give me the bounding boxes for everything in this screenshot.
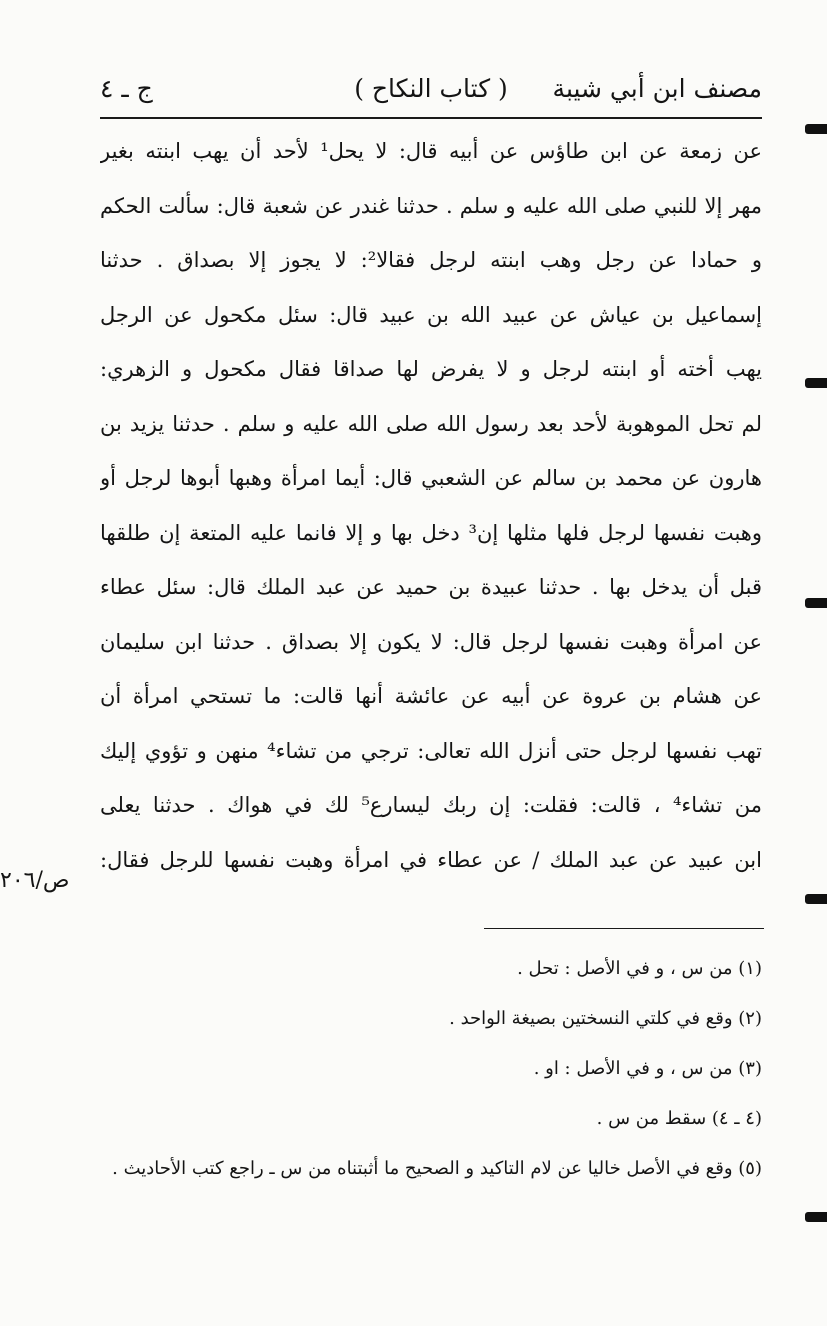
scan-edge-mark: [805, 598, 827, 608]
footnote-rule: [484, 928, 764, 929]
scan-edge-mark: [805, 1212, 827, 1222]
footnote: (٢) وقع في كلتي النسختين بصيغة الواحد .: [449, 1008, 762, 1029]
footnote: (٥) وقع في الأصل خاليا عن لام التاكيد و الصحيح ما أثبتناه من س ـ راجع كتب الأحاديث .: [112, 1158, 762, 1179]
text-line: ابن عبيد عن عبد الملك / عن عطاء في امرأة وهبت نفسها للرجل فقال:: [100, 847, 762, 872]
running-header: [100, 68, 762, 112]
footnote: (٤ ـ ٤) سقط من س .: [596, 1108, 762, 1129]
text-line: يهب أخته أو ابنته لرجل و لا يفرض لها صداقا فقال مكحول و الزهري:: [100, 357, 762, 381]
scan-edge-mark: [805, 124, 827, 134]
footnote: (٣) من س ، و في الأصل : او .: [533, 1058, 762, 1079]
footnote: (١) من س ، و في الأصل : تحل .: [517, 958, 762, 979]
text-line: إسماعيل بن عياش عن عبيد الله بن عبيد قال: سئل مكحول عن الرجل: [100, 302, 762, 327]
header-rule: [100, 117, 762, 119]
text-line: هارون عن محمد بن سالم عن الشعبي قال: أيما امرأة وهبها أبوها لرجل أو: [100, 466, 762, 490]
main-text: [100, 124, 762, 887]
text-line: لم تحل الموهوبة لأحد بعد رسول الله صلى الله عليه و سلم . حدثنا يزيد بن: [100, 411, 762, 436]
text-line: من تشاء⁴ ، قالت: فقلت: إن ربك ليسارع⁵ لك في هواك . حدثنا يعلى: [100, 793, 762, 817]
text-line: عن هشام بن عروة عن أبيه عن عائشة أنها قالت: ما تستحي امرأة أن: [100, 684, 762, 708]
margin-page-reference: ص/٢٠٦: [0, 868, 70, 893]
text-line: و حمادا عن رجل وهب ابنته لرجل فقالا²: لا يجوز إلا بصداق . حدثنا: [100, 248, 762, 272]
scan-edge-mark: [805, 894, 827, 904]
scan-edge-mark: [805, 378, 827, 388]
footnotes: [100, 946, 762, 1192]
text-line: وهبت نفسها لرجل فلها مثلها إن³ دخل بها و إلا فانما عليه المتعة إن طلقها: [100, 520, 762, 545]
text-line: قبل أن يدخل بها . حدثنا عبيدة بن حميد عن عبد الملك قال: سئل عطاء: [100, 575, 762, 599]
text-line: عن زمعة عن ابن طاؤس عن أبيه قال: لا يحل¹ لأحد أن يهب ابنته بغير: [100, 139, 762, 163]
chapter-title: ( كتاب النكاح ): [354, 74, 508, 103]
text-line: عن امرأة وهبت نفسها لرجل قال: لا يكون إلا بصداق . حدثنا ابن سليمان: [100, 629, 762, 654]
text-line: تهب نفسها لرجل حتى أنزل الله تعالى: ترجي من تشاء⁴ منهن و تؤوي إليك: [100, 738, 762, 763]
book-title: مصنف ابن أبي شيبة: [552, 74, 762, 103]
text-line: مهر إلا للنبي صلى الله عليه و سلم . حدثنا غندر عن شعبة قال: سألت الحكم: [100, 193, 762, 218]
volume-number: ج ـ ٤: [100, 74, 153, 103]
